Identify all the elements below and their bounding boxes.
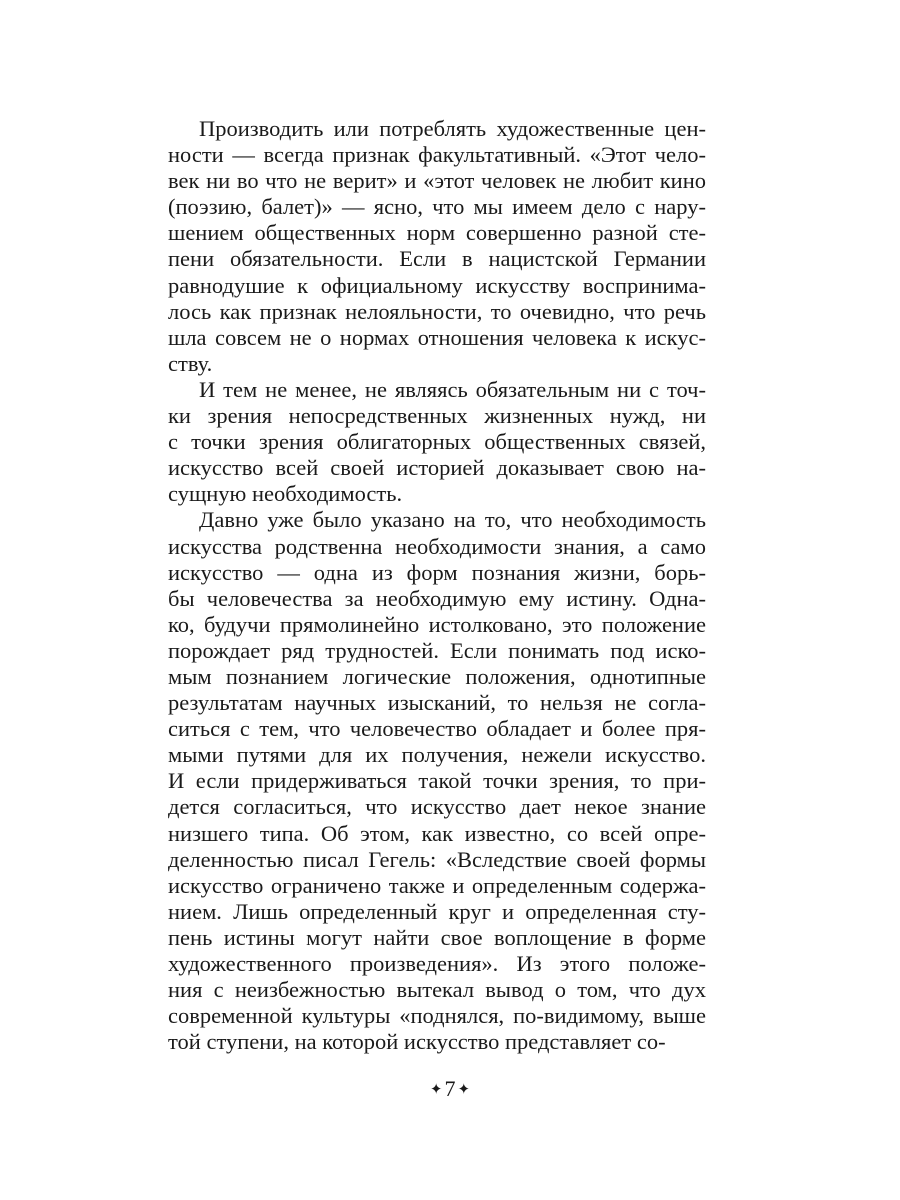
text-line: (поэзию, балет)» — ясно, что мы имеем дело с нару- [168,194,706,220]
body-text [168,116,706,1055]
page-number-value: 7 [444,1076,456,1101]
text-line: ству. [168,350,213,376]
text-line: деленностью писал Гегель: «Вследствие своей формы [168,846,706,872]
paragraph [168,377,706,507]
ornament-left-icon: ✦ [429,1082,443,1098]
text-line: ности — всегда признак факультативный. «Этот чело- [168,142,706,168]
text-line: лось как признак нелояльности, то очевидно, что речь [168,298,706,324]
text-line: низшего типа. Об этом, как известно, со всей опре- [168,820,706,846]
text-line: искусство — одна из форм познания жизни, борь- [168,559,706,585]
text-line: ки зрения непосредственных жизненных нужд, ни [168,403,706,429]
text-line: результатам научных изысканий, то нельзя не согла- [168,690,706,716]
text-line: пень истины могут найти свое воплощение в форме [168,924,706,950]
text-line: И тем не менее, не являясь обязательным ни с точ- [199,376,706,402]
paragraph [168,507,706,1055]
text-line: шла совсем не о нормах отношения человека к искус- [168,324,706,350]
text-line: ния с неизбежностью вытекал вывод о том, что дух [168,977,706,1003]
page-number [0,1076,900,1103]
text-line: пени обязательности. Если в нацистской Германии [168,246,706,272]
text-line: Давно уже было указано на то, что необходимость [199,507,706,533]
text-line: бы человечества за необходимую ему истину. Одна- [168,585,706,611]
text-line: искусство ограничено также и определенным содержа- [168,872,706,898]
paragraph [168,116,706,377]
text-line: порождает ряд трудностей. Если понимать под иско- [168,637,706,663]
text-line: мыми путями для их получения, нежели искусство. [168,742,706,768]
text-line: искусство всей своей историей доказывает свою на- [168,455,706,481]
text-line: равнодушие к официальному искусству воспринима- [168,272,706,298]
text-line: век ни во что не верит» и «этот человек не любит кино [168,168,706,194]
text-line: той ступени, на которой искусство представляет со- [168,1029,666,1055]
text-line: шением общественных норм совершенно разной сте- [168,220,706,246]
text-line: мым познанием логические положения, однотипные [168,663,706,689]
text-line: сущную необходимость. [168,481,403,507]
text-line: И если придерживаться такой точки зрения, то при- [168,768,706,794]
text-line: современной культуры «поднялся, по-видимому, выше [168,1003,706,1029]
text-line: ко, будучи прямолинейно истолковано, это положение [168,611,706,637]
text-line: художественного произведения». Из этого положе- [168,951,706,976]
ornament-right-icon: ✦ [457,1082,471,1098]
text-line: нием. Лишь определенный круг и определенная сту- [168,898,706,924]
text-line: искусства родственна необходимости знания, а само [168,533,706,559]
text-line: ситься с тем, что человечество обладает и более пря- [168,716,706,742]
text-line: с точки зрения облигаторных общественных связей, [168,429,706,455]
text-line: Производить или потреблять художественные цен- [199,116,706,141]
text-line: дется согласиться, что искусство дает некое знание [168,794,706,820]
